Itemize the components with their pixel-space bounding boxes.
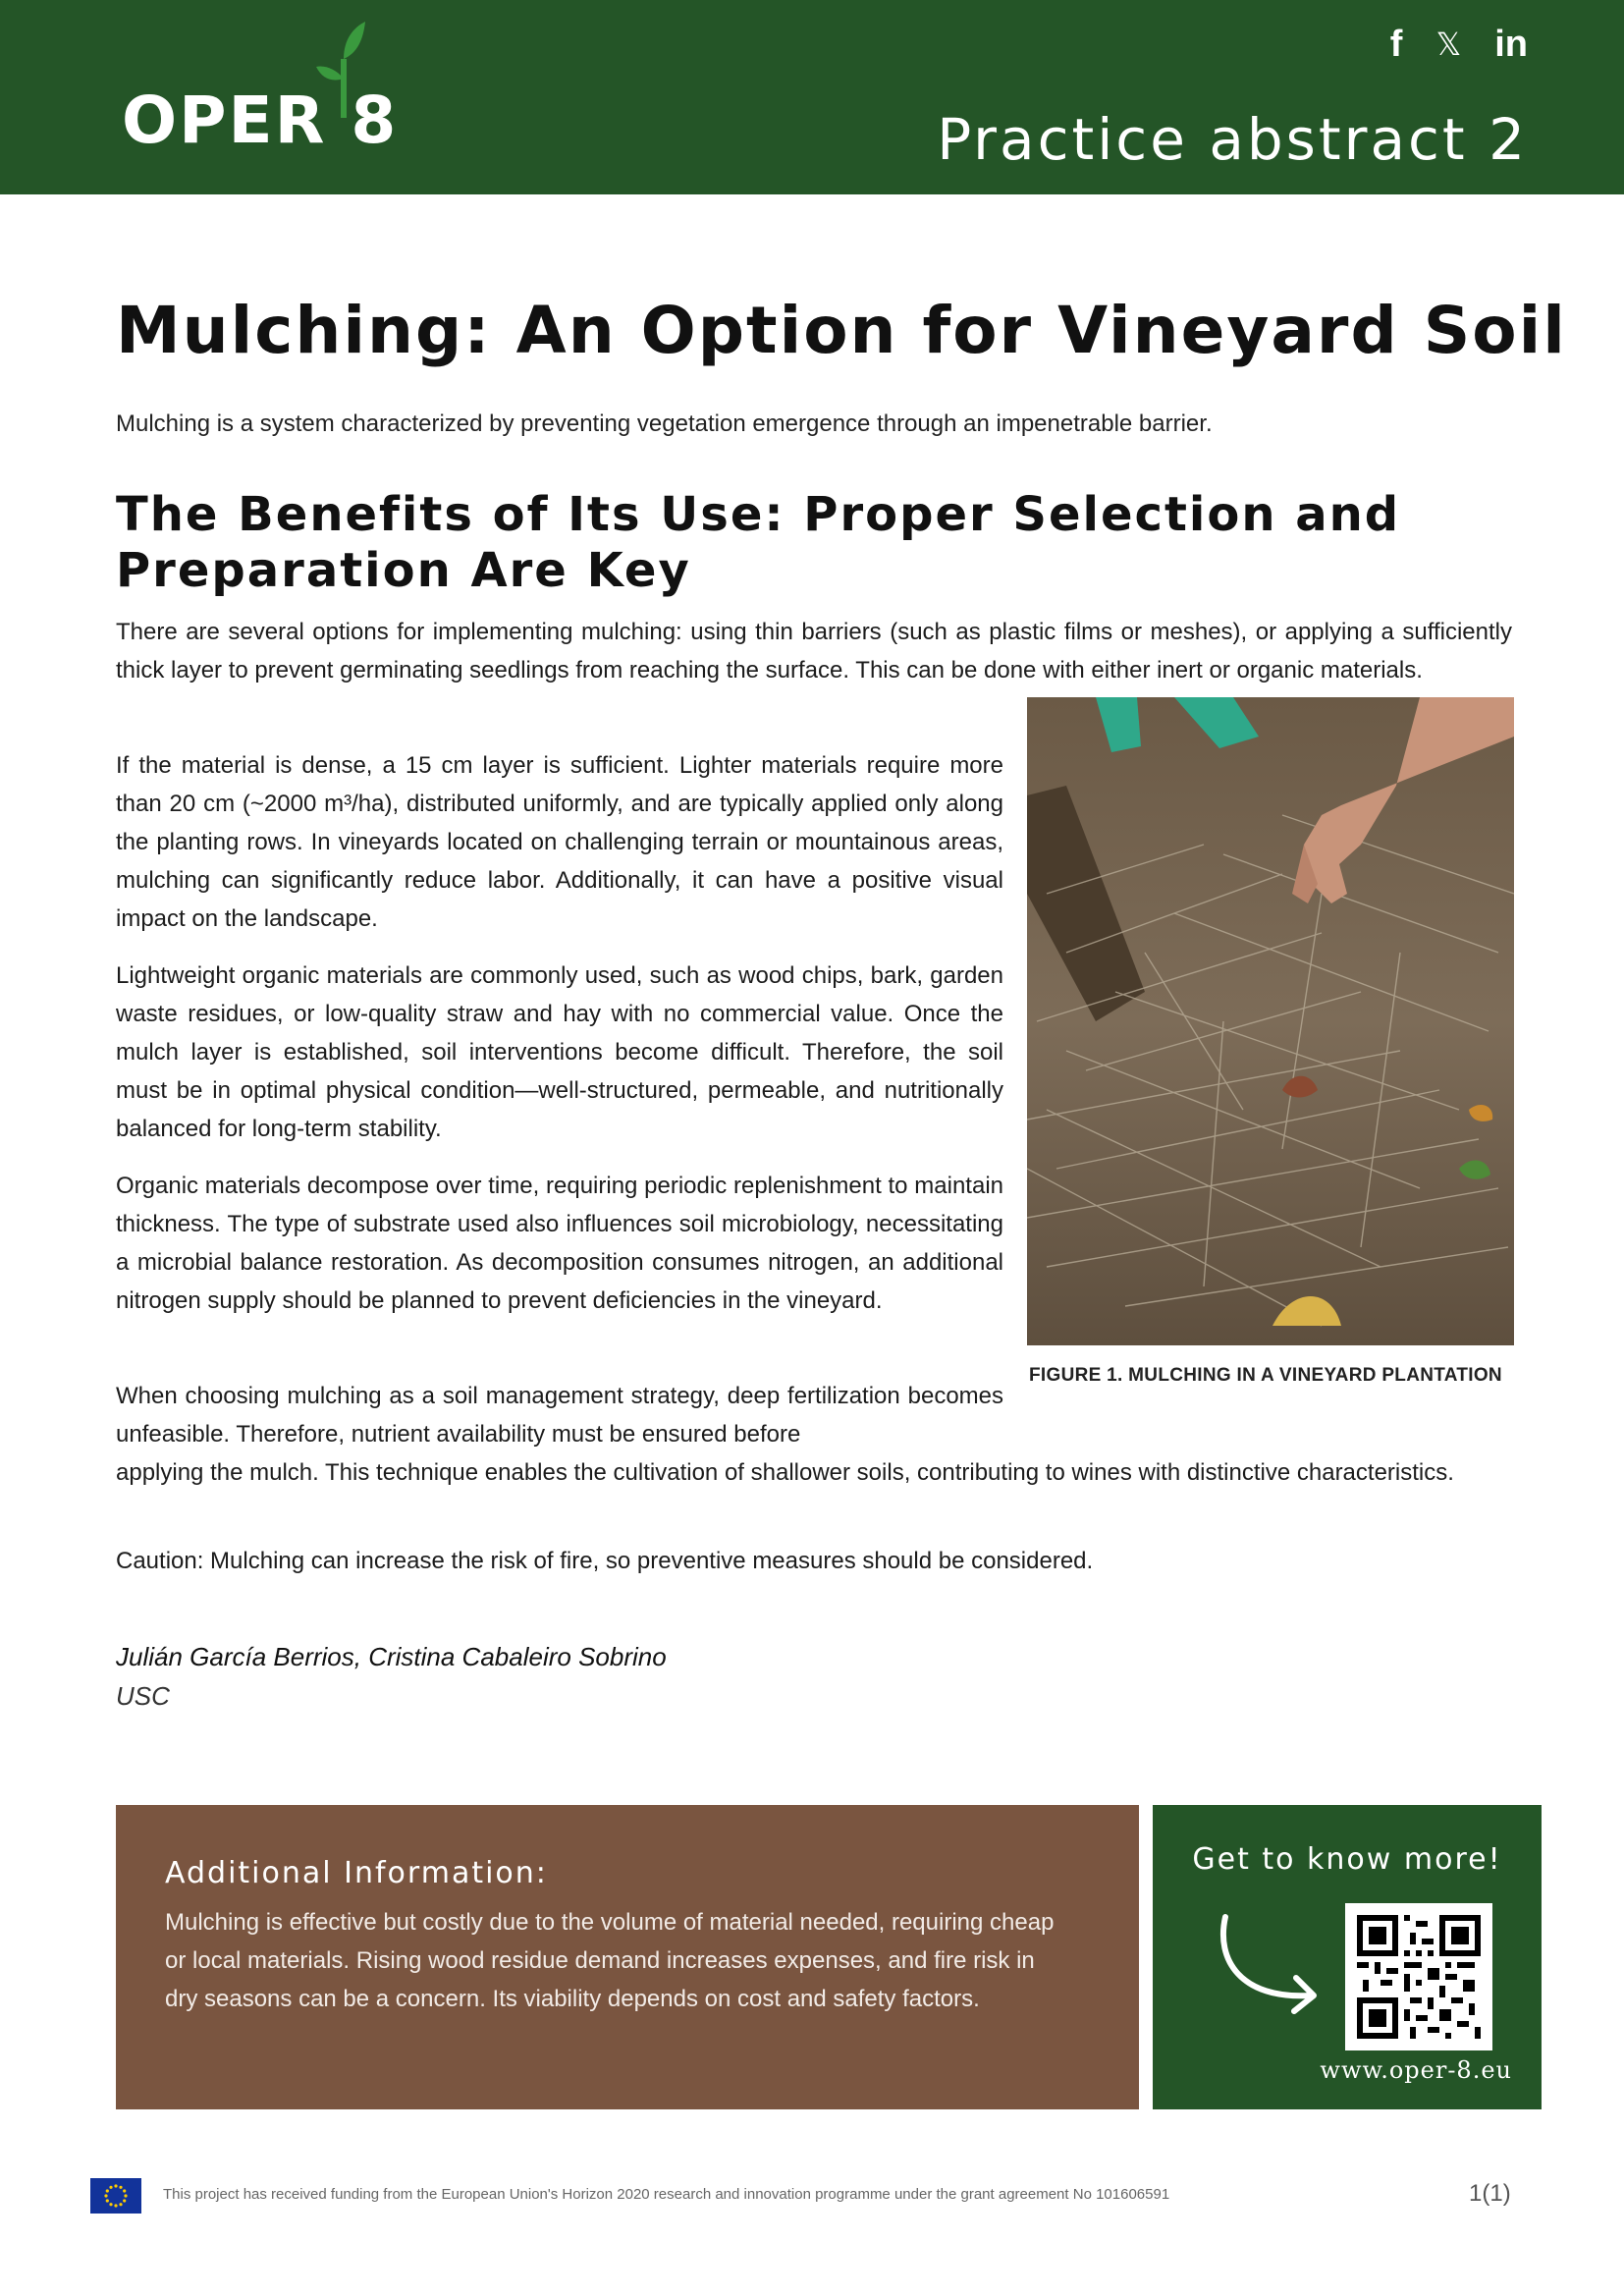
curved-arrow-icon (1212, 1911, 1329, 2019)
page-title: Mulching: An Option for Vineyard Soil (116, 293, 1567, 368)
get-to-know-more-box (1153, 1805, 1542, 2109)
funding-statement: This project has received funding from the European Union's Horizon 2020 research and innovation programme under the grant agreement No 101606591 (163, 2186, 1170, 2203)
paragraph-strategy: When choosing mulching as a soil management strategy, deep fertilization becomes unfeasible. Therefore, nutrient availability must be ensured before (116, 1383, 1003, 1448)
additional-info-box (116, 1805, 1139, 2109)
website-link[interactable]: www.oper-8.eu (1320, 2056, 1512, 2084)
logo-text: OPER 8 (122, 82, 399, 158)
section-title: The Benefits of Its Use: Proper Selection and Preparation Are Key (116, 487, 1401, 598)
paragraph-materials: Lightweight organic materials are commonly used, such as wood chips, bark, garden waste residues, or low-quality straw and hay with no commercial value. Once the mulch layer is established, soil interventions become difficult. Therefore, the soil must be in optimal physical condition—well-structured, permeable, and nutritionally balanced for long-term stability. (116, 962, 1003, 1142)
paragraph-decomposition: Organic materials decompose over time, requiring periodic replenishment to maintain thickness. The type of substrate used also influences soil microbiology, necessitating a microbial balance restoration. As decomposition consumes nitrogen, an additional nitrogen supply should be planned to prevent deficiencies in the vineyard. (116, 1173, 1003, 1314)
header-banner (0, 0, 1624, 194)
paragraph-options: There are several options for implementing mulching: using thin barriers (such as plastic films or meshes), or applying a sufficiently thick layer to prevent germinating seedlings from reaching the surface. This can be done with either inert or organic materials. (116, 619, 1512, 683)
oper8-logo[interactable] (122, 59, 399, 158)
sprout-icon (314, 20, 383, 118)
organization: USC (116, 1681, 170, 1711)
paragraph-thickness: If the material is dense, a 15 cm layer is sufficient. Lighter materials require more than 20 cm (~2000 m³/ha), distributed uniformly, and are typically applied only along the planting rows. In vineyards located on challenging terrain or mountainous areas, mulching can significantly reduce labor. Additionally, it can have a positive visual impact on the landscape. (116, 752, 1003, 932)
x-icon[interactable]: 𝕏 (1435, 27, 1462, 62)
qr-code[interactable] (1345, 1903, 1492, 2050)
paragraph-strategy-continued: applying the mulch. This technique enables the cultivation of shallower soils, contributing to wines with distinctive characteristics. (116, 1459, 1454, 1486)
mulching-photo (1027, 697, 1514, 1345)
caution-text: Caution: Mulching can increase the risk of fire, so preventive measures should be considered. (116, 1548, 1094, 1574)
facebook-icon[interactable]: f (1389, 24, 1403, 65)
page-number: 1(1) (1469, 2180, 1511, 2207)
social-links (1390, 26, 1528, 63)
practice-abstract-label: Practice abstract 2 (937, 106, 1528, 173)
additional-info-title: Additional Information: (165, 1856, 548, 1890)
additional-info-text: Mulching is effective but costly due to the volume of material needed, requiring cheap or local materials. Rising wood residue demand increases expenses, and fire risk in dry seasons can be a concern. Its viability depends on cost and safety factors. (165, 1909, 1055, 2012)
figure-caption: FIGURE 1. MULCHING IN A VINEYARD PLANTATION (1029, 1365, 1502, 1386)
authors: Julián García Berrios, Cristina Cabaleiro Sobrino (116, 1642, 667, 1671)
get-to-know-more-title: Get to know more! (1192, 1842, 1502, 1877)
intro-text: Mulching is a system characterized by preventing vegetation emergence through an impenetrable barrier. (116, 410, 1213, 437)
linkedin-icon[interactable]: in (1494, 24, 1528, 65)
eu-flag-icon (90, 2178, 141, 2214)
